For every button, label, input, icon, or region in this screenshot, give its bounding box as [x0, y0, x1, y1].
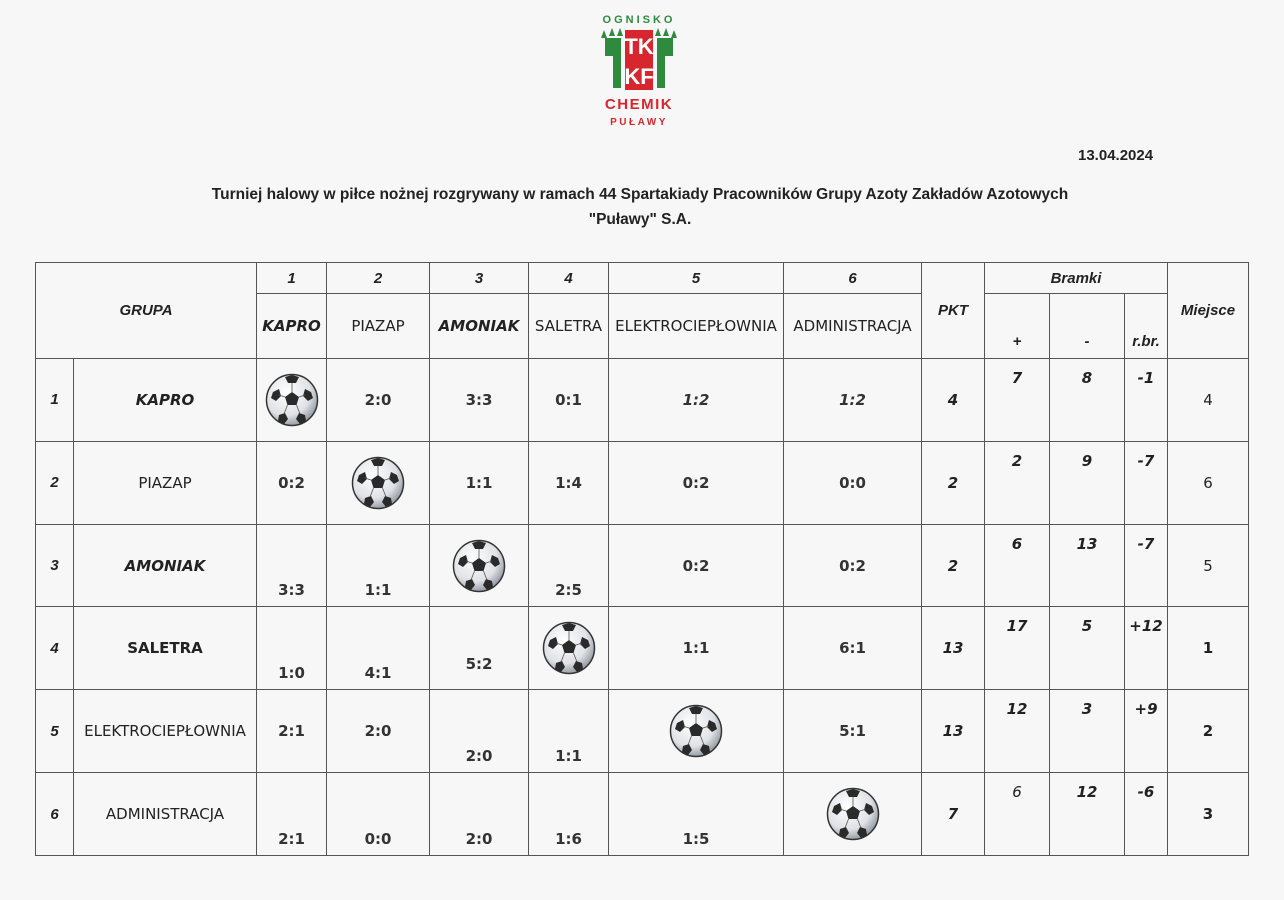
diagonal-cell	[430, 524, 529, 607]
score-cell: 1:1	[609, 607, 784, 690]
diagonal-cell	[609, 690, 784, 773]
score-cell: 1:2	[609, 359, 784, 442]
row-team-name: ADMINISTRACJA	[74, 773, 257, 856]
points-cell: 7	[922, 773, 985, 856]
column-team-name: SALETRA	[529, 294, 609, 359]
points-cell: 13	[922, 607, 985, 690]
score-cell: 2:0	[430, 690, 529, 773]
goals-against-header: -	[1050, 294, 1125, 359]
row-team-name: SALETRA	[74, 607, 257, 690]
goals-against-cell: 12	[1050, 773, 1125, 856]
row-number: 6	[36, 773, 74, 856]
score-cell: 0:2	[609, 524, 784, 607]
score-cell: 1:2	[784, 359, 922, 442]
row-number: 2	[36, 441, 74, 524]
goal-difference-cell: -7	[1125, 524, 1168, 607]
column-number: 6	[784, 263, 922, 294]
table-row	[36, 607, 1249, 690]
score-cell: 0:0	[784, 441, 922, 524]
score-cell: 0:2	[257, 441, 327, 524]
diagonal-cell	[257, 359, 327, 442]
goals-against-cell: 9	[1050, 441, 1125, 524]
row-number: 3	[36, 524, 74, 607]
column-number: 1	[257, 263, 327, 294]
score-cell: 5:1	[784, 690, 922, 773]
column-number: 3	[430, 263, 529, 294]
soccer-ball-icon	[452, 539, 506, 593]
pkt-header: PKT	[922, 263, 985, 359]
table-row	[36, 441, 1249, 524]
diagonal-cell	[327, 441, 430, 524]
score-cell: 1:4	[529, 441, 609, 524]
goals-for-cell: 6	[985, 773, 1050, 856]
soccer-ball-icon	[265, 373, 319, 427]
svg-text:OGNISKO: OGNISKO	[602, 14, 676, 26]
place-cell: 3	[1168, 773, 1249, 856]
points-cell: 2	[922, 524, 985, 607]
svg-text:TK: TK	[624, 34, 654, 59]
place-cell: 4	[1168, 359, 1249, 442]
goal-difference-header: r.br.	[1125, 294, 1168, 359]
column-team-name: ELEKTROCIEPŁOWNIA	[609, 294, 784, 359]
goal-difference-cell: -1	[1125, 359, 1168, 442]
row-team-name: ELEKTROCIEPŁOWNIA	[74, 690, 257, 773]
table-row	[36, 359, 1249, 442]
score-cell: 2:0	[430, 773, 529, 856]
score-cell: 2:5	[529, 524, 609, 607]
column-team-name: KAPRO	[257, 294, 327, 359]
chemik-pulawy-logo	[583, 10, 695, 130]
soccer-ball-icon	[826, 787, 880, 841]
table-row	[36, 690, 1249, 773]
score-cell: 5:2	[430, 607, 529, 690]
score-cell: 1:6	[529, 773, 609, 856]
svg-text:CHEMIK: CHEMIK	[604, 96, 674, 113]
row-team-name: PIAZAP	[74, 441, 257, 524]
goals-against-cell: 8	[1050, 359, 1125, 442]
goals-against-cell: 3	[1050, 690, 1125, 773]
title-line-1: Turniej halowy w piłce nożnej rozgrywany w ramach 44 Spartakiady Pracowników Grupy Azoty Zakładów Azotowych	[211, 186, 1069, 203]
column-number: 2	[327, 263, 430, 294]
svg-text:PUŁAWY: PUŁAWY	[610, 117, 668, 128]
row-team-name: AMONIAK	[74, 524, 257, 607]
score-cell: 2:0	[327, 359, 430, 442]
column-team-name: AMONIAK	[430, 294, 529, 359]
column-team-name: ADMINISTRACJA	[784, 294, 922, 359]
soccer-ball-icon	[669, 704, 723, 758]
goal-difference-cell: -6	[1125, 773, 1168, 856]
goal-difference-cell: +9	[1125, 690, 1168, 773]
score-cell: 3:3	[257, 524, 327, 607]
score-cell: 1:5	[609, 773, 784, 856]
row-number: 1	[36, 359, 74, 442]
place-cell: 6	[1168, 441, 1249, 524]
goals-for-header: +	[985, 294, 1050, 359]
table-row	[36, 773, 1249, 856]
svg-text:KF: KF	[624, 64, 654, 89]
score-cell: 3:3	[430, 359, 529, 442]
goals-for-cell: 12	[985, 690, 1050, 773]
goals-for-cell: 6	[985, 524, 1050, 607]
score-cell: 1:1	[529, 690, 609, 773]
place-cell: 1	[1168, 607, 1249, 690]
score-cell: 0:1	[529, 359, 609, 442]
goals-against-cell: 13	[1050, 524, 1125, 607]
goals-for-cell: 2	[985, 441, 1050, 524]
soccer-ball-icon	[542, 621, 596, 675]
diagonal-cell	[529, 607, 609, 690]
bramki-header: Bramki	[985, 263, 1168, 294]
row-number: 5	[36, 690, 74, 773]
goal-difference-cell: +12	[1125, 607, 1168, 690]
score-cell: 0:0	[327, 773, 430, 856]
points-cell: 2	[922, 441, 985, 524]
score-cell: 1:0	[257, 607, 327, 690]
score-cell: 2:1	[257, 773, 327, 856]
points-cell: 4	[922, 359, 985, 442]
document-title	[90, 182, 1190, 232]
goals-for-cell: 17	[985, 607, 1050, 690]
score-cell: 1:1	[430, 441, 529, 524]
soccer-ball-icon	[351, 456, 405, 510]
score-cell: 2:1	[257, 690, 327, 773]
place-cell: 5	[1168, 524, 1249, 607]
points-cell: 13	[922, 690, 985, 773]
diagonal-cell	[784, 773, 922, 856]
table-row	[36, 524, 1249, 607]
score-cell: 0:2	[609, 441, 784, 524]
score-cell: 6:1	[784, 607, 922, 690]
title-line-2: "Puławy" S.A.	[588, 211, 692, 228]
results-table	[35, 262, 1249, 856]
goals-for-cell: 7	[985, 359, 1050, 442]
column-number: 5	[609, 263, 784, 294]
score-cell: 4:1	[327, 607, 430, 690]
score-cell: 0:2	[784, 524, 922, 607]
row-number: 4	[36, 607, 74, 690]
goal-difference-cell: -7	[1125, 441, 1168, 524]
place-cell: 2	[1168, 690, 1249, 773]
row-team-name: KAPRO	[74, 359, 257, 442]
score-cell: 2:0	[327, 690, 430, 773]
column-number: 4	[529, 263, 609, 294]
document-date: 13.04.2024	[1078, 147, 1154, 164]
miejsce-header: Miejsce	[1168, 263, 1249, 359]
column-team-name: PIAZAP	[327, 294, 430, 359]
grupa-header: GRUPA	[36, 263, 257, 359]
score-cell: 1:1	[327, 524, 430, 607]
goals-against-cell: 5	[1050, 607, 1125, 690]
